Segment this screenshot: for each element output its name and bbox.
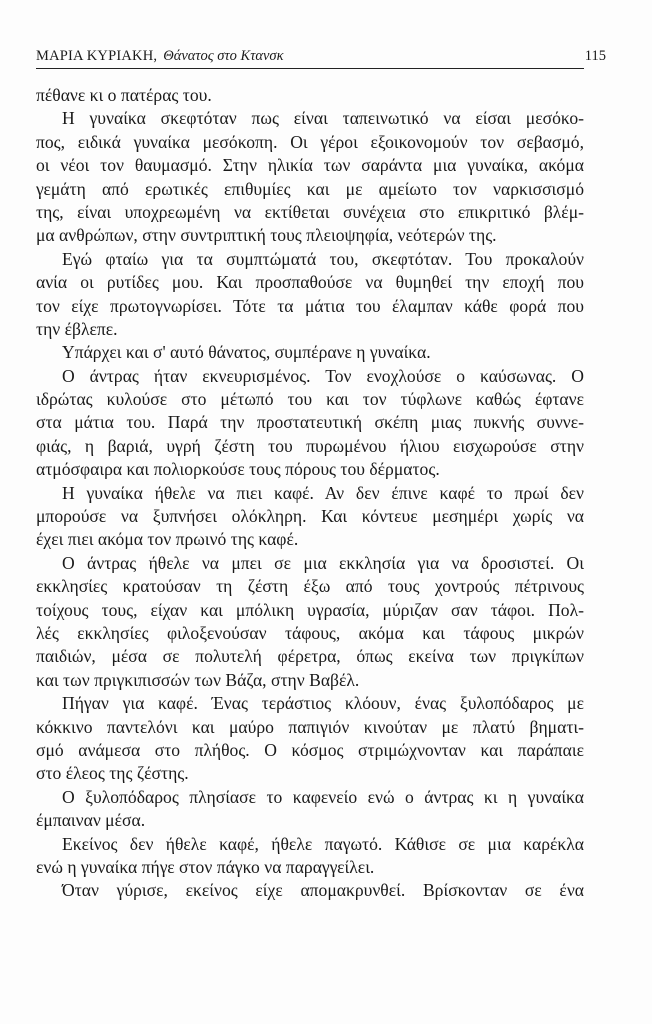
text-line: κόκκινο παντελόνι και μαύρο παπιγιόν κινούταν με πλατύ βηματι-: [36, 716, 584, 737]
text-line: την έβλεπε.: [36, 318, 118, 339]
text-line: γεμάτη από ερωτικές επιθυμίες και με αμείωτο τον ναρκισσισμό: [36, 178, 584, 199]
text-line: ιδρώτας κυλούσε στο μέτωπό του και τον τύφλωνε καθώς έφτανε: [36, 389, 584, 410]
text-line: μα ανθρώπων, στην συντριπτική τους πλειοψηφία, νεότερών της.: [36, 225, 497, 246]
header-title: Θάνατος στο Κτανσκ: [163, 48, 284, 64]
text-line: στο έλεος της ζέστης.: [36, 763, 189, 784]
text-line: Η γυναίκα σκεφτόταν πως είναι ταπεινωτικό να είσαι μεσόκο-: [62, 108, 584, 129]
text-line: τον είχε πρωτογνωρίσει. Τότε τα μάτια του έλαμπαν κάθε φορά που: [36, 295, 584, 316]
text-line: Εγώ φταίω για τα συμπτώματά του, σκεφτόταν. Του προκαλούν: [62, 248, 584, 269]
text-line: ανία οι ρυτίδες μου. Και προσπαθούσε να θυμηθεί την εποχή που: [36, 272, 584, 293]
text-line: έμπαιναν μέσα.: [36, 810, 146, 831]
text-line: λές εκκλησίες φιλοξενούσαν τάφους, ακόμα και τάφους μικρών: [36, 622, 584, 643]
text-line: Ο άντρας ήθελε να μπει σε μια εκκλησία για να δροσιστεί. Οι: [62, 552, 584, 573]
text-line: Υπάρχει και σ' αυτό θάνατος, συμπέρανε η γυναίκα.: [62, 342, 431, 363]
text-line: οι νέοι τον θαυμασμό. Στην ηλικία των σαράντα μια γυναίκα, ακόμα: [36, 155, 584, 176]
text-line: Ο άντρας ήταν εκνευρισμένος. Τον ενοχλούσε ο καύσωνας. Ο: [62, 365, 584, 386]
running-header: [36, 44, 616, 68]
text-line: Ο ξυλοπόδαρος πλησίασε το καφενείο ενώ ο άντρας κι η γυναίκα: [62, 786, 584, 807]
text-line: Η γυναίκα ήθελε να πιει καφέ. Αν δεν έπινε καφέ το πρωί δεν: [62, 482, 584, 503]
text-line: Εκείνος δεν ήθελε καφέ, ήθελε παγωτό. Κάθισε σε μια καρέκλα: [62, 833, 584, 854]
text-line: στα μάτια του. Παρά την προστατευτική σκέπη μιας πυκνής συννε-: [36, 412, 584, 433]
text-line: ατμόσφαιρα και πολιορκούσε τους πόρους του δέρματος.: [36, 459, 440, 480]
text-line: Όταν γύρισε, εκείνος είχε απομακρυνθεί. Βρίσκονταν σε ένα: [62, 880, 584, 901]
text-line: σμό ανάμεσα στο πλήθος. Ο κόσμος στριμώχνονταν και παράπαιε: [36, 739, 584, 760]
body-text: [36, 84, 584, 903]
text-line: μπορούσε να ξυπνήσει ολόκληρη. Και κόντευε μεσημέρι χωρίς να: [36, 506, 584, 527]
text-line: πέθανε κι ο πατέρας του.: [36, 85, 212, 105]
text-line: τοίχους τους, είχαν και μπόλικη υγρασία, μύριζαν σαν τάφοι. Πολ-: [36, 599, 584, 620]
text-line: παιδιών, μέσα σε πολυτελή φέρετρα, όπως εκείνα των πριγκίπων: [36, 646, 584, 667]
text-line: ενώ η γυναίκα πήγε στον πάγκο να παραγγείλει.: [36, 856, 375, 877]
header-rule: [36, 68, 584, 69]
page-number: 115: [584, 48, 606, 64]
header-author: ΜΑΡΙΑ ΚΥΡΙΑΚΗ,: [36, 48, 158, 64]
text-line: εκκλησίες κρατούσαν τη ζέστη έξω από τους χοντρούς πέτρινους: [36, 576, 584, 597]
text-line: και των πριγκιπισσών των Βάζα, στην Βαβέλ.: [36, 669, 360, 690]
text-line: πος, ειδικά γυναίκα μεσόκοπη. Οι γέροι εξοικονομούν τον σεβασμό,: [36, 131, 584, 152]
text-line: της, είναι υποχρεωμένη να εκτίθεται συνέχεια στο επικριτικό βλέμ-: [36, 201, 584, 222]
text-line: φιάς, η βαριά, υγρή ζέστη του πυρωμένου ήλιου εισχωρούσε στην: [36, 435, 584, 456]
text-line: Πήγαν για καφέ. Ένας τεράστιος κλόουν, ένας ξυλοπόδαρος με: [62, 693, 584, 714]
text-line: έχει πιει ακόμα τον πρωινό της καφέ.: [36, 529, 299, 550]
